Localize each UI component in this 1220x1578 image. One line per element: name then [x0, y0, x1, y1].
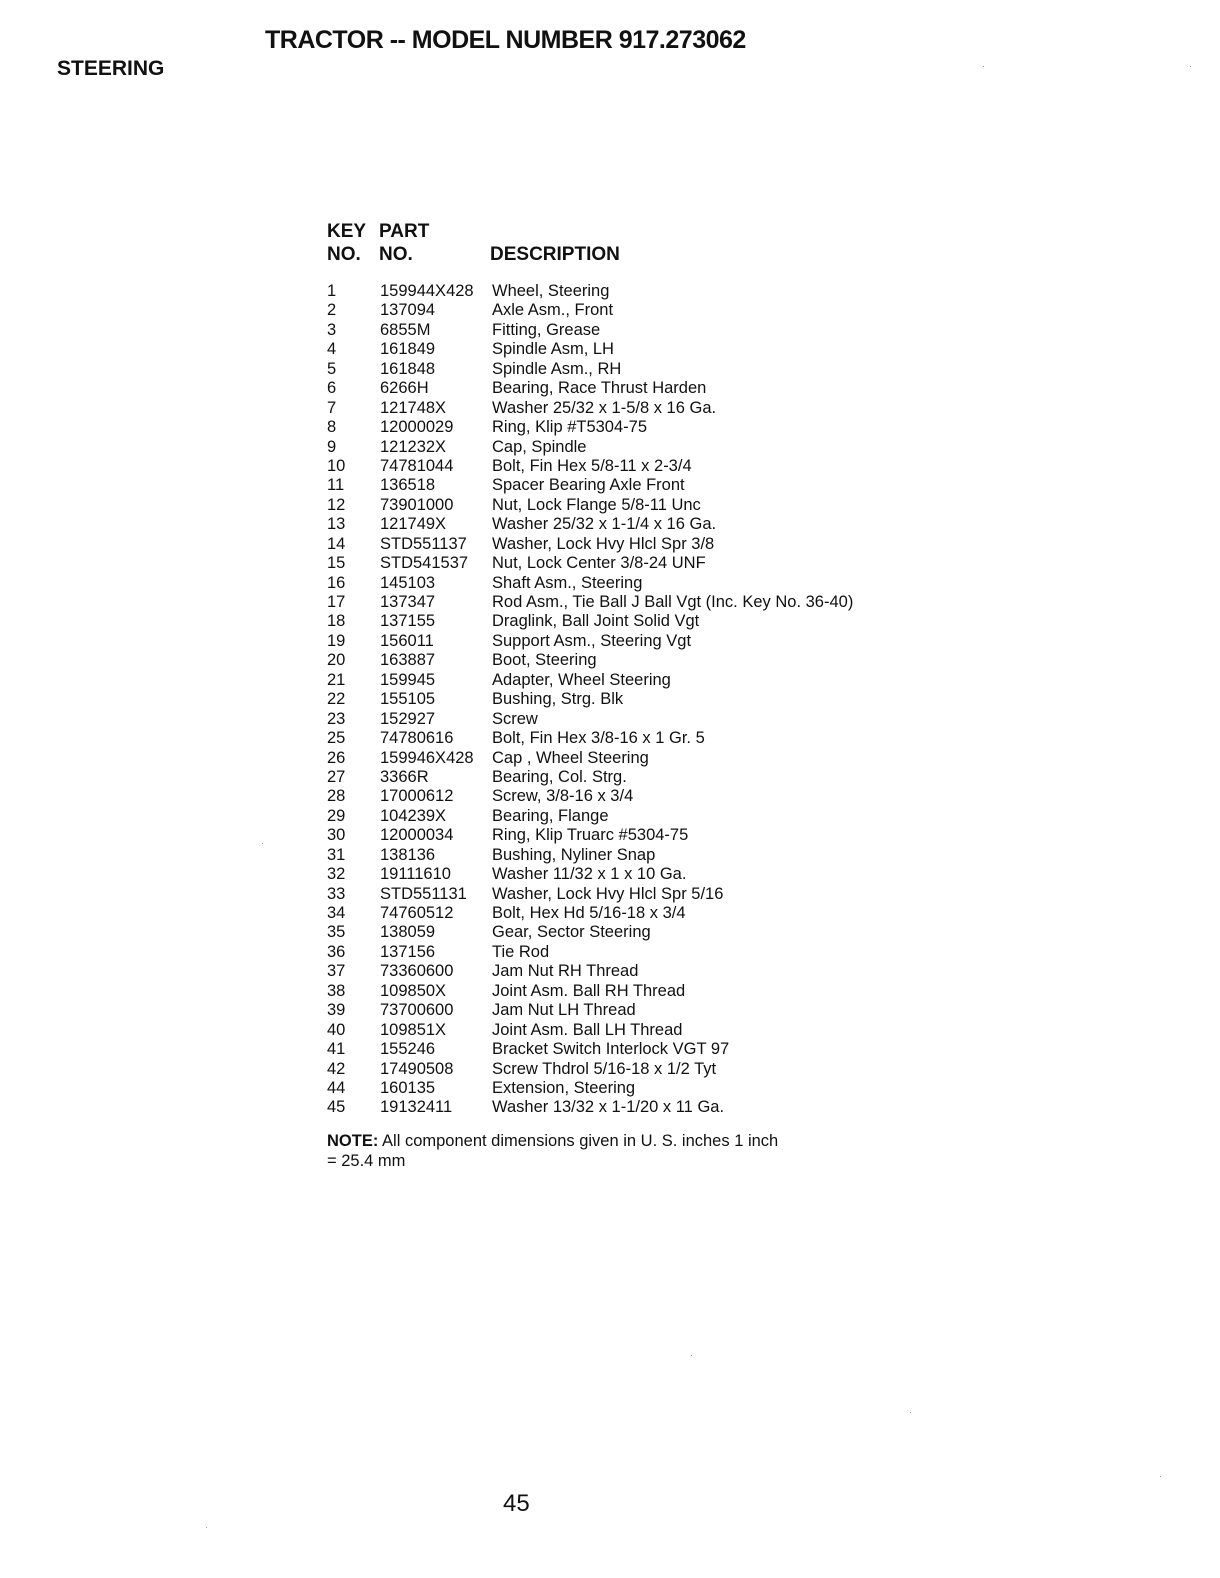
- key-no-cell: 15: [327, 554, 346, 573]
- key-no-cell: 33: [327, 884, 346, 903]
- description-cell: Joint Asm. Ball LH Thread: [492, 1020, 683, 1039]
- description-cell: Spindle Asm., RH: [492, 359, 622, 378]
- description-cell: Shaft Asm., Steering: [492, 573, 643, 592]
- key-no-cell: 10: [327, 456, 346, 475]
- key-no-cell: 40: [327, 1020, 346, 1039]
- key-no-cell: 7: [327, 398, 337, 417]
- key-no-cell: 5: [327, 359, 337, 378]
- key-no-cell: 18: [327, 612, 346, 631]
- part-no-cell: 109850X: [380, 981, 447, 1000]
- key-no-cell: 8: [327, 418, 337, 437]
- part-no-cell: 73901000: [380, 495, 454, 514]
- description-cell: Ring, Klip Truarc #5304-75: [492, 826, 689, 845]
- key-no-cell: 37: [327, 962, 346, 981]
- part-no-cell: 137156: [380, 942, 436, 961]
- description-cell: Rod Asm., Tie Ball J Ball Vgt (Inc. Key No. 36-40): [492, 593, 854, 611]
- part-no-cell: 161848: [380, 359, 436, 378]
- part-no-cell: 138059: [380, 923, 436, 942]
- description-cell: Fitting, Grease: [492, 320, 601, 339]
- part-no-cell: 155246: [380, 1040, 436, 1059]
- key-no-cell: 39: [327, 1001, 346, 1020]
- key-no-cell: 13: [327, 515, 346, 534]
- part-no-cell: 138136: [380, 845, 436, 864]
- description-cell: Cap, Spindle: [492, 437, 587, 456]
- part-no-cell: 74780616: [380, 729, 454, 748]
- key-no-cell: 20: [327, 651, 346, 670]
- key-no-cell: 9: [327, 437, 337, 456]
- description-cell: Bolt, Fin Hex 5/8-11 x 2-3/4: [492, 456, 692, 475]
- part-no-cell: STD541537: [380, 554, 469, 573]
- key-no-cell: 27: [327, 767, 346, 786]
- part-no-cell: 6266H: [380, 379, 429, 398]
- section-title: STEERING: [57, 57, 165, 80]
- scan-speck: [983, 66, 984, 67]
- part-no-cell: 74781044: [380, 456, 454, 475]
- key-no-header-line2: NO.: [327, 244, 361, 265]
- key-no-cell: 34: [327, 904, 346, 922]
- part-no-cell: 137094: [380, 301, 436, 320]
- description-header: DESCRIPTION: [490, 244, 620, 265]
- description-cell: Washer 25/32 x 1-5/8 x 16 Ga.: [492, 398, 717, 417]
- description-cell: Screw, 3/8-16 x 3/4: [492, 787, 634, 806]
- description-cell: Bearing, Col. Strg.: [492, 767, 627, 786]
- description-cell: Extension, Steering: [492, 1078, 636, 1097]
- description-cell: Bearing, Race Thrust Harden: [492, 379, 707, 398]
- part-no-cell: 137155: [380, 612, 436, 631]
- description-cell: Bushing, Strg. Blk: [492, 690, 624, 709]
- note: [327, 1131, 787, 1171]
- key-no-cell: 3: [327, 320, 337, 339]
- key-no-cell: 31: [327, 845, 346, 864]
- scan-speck: [206, 1527, 207, 1528]
- description-cell: Bracket Switch Interlock VGT 97: [492, 1040, 730, 1059]
- description-cell: Spindle Asm, LH: [492, 340, 614, 359]
- note-text: All component dimensions given in U. S. inches 1 inch = 25.4 mm: [327, 1132, 779, 1170]
- description-cell: Jam Nut RH Thread: [492, 962, 639, 981]
- part-no-cell: 159946X428: [380, 748, 474, 767]
- key-no-cell: 44: [327, 1078, 346, 1097]
- key-no-cell: 21: [327, 670, 346, 689]
- key-no-cell: 16: [327, 573, 346, 592]
- description-cell: Washer 13/32 x 1-1/20 x 11 Ga.: [492, 1098, 725, 1117]
- page-number: 45: [503, 1490, 530, 1517]
- scan-speck: [1160, 1476, 1161, 1477]
- key-no-cell: 22: [327, 690, 346, 709]
- part-no-cell: 159944X428: [380, 282, 474, 300]
- part-no-cell: STD551131: [380, 884, 467, 903]
- description-cell: Washer, Lock Hvy Hlcl Spr 5/16: [492, 884, 724, 903]
- key-no-cell: 41: [327, 1040, 346, 1059]
- description-cell: Support Asm., Steering Vgt: [492, 631, 692, 650]
- part-no-cell: 19132411: [380, 1098, 453, 1117]
- key-no-cell: 19: [327, 631, 346, 650]
- part-no-cell: 73360600: [380, 962, 454, 981]
- part-no-cell: 155105: [380, 690, 436, 709]
- key-no-cell: 45: [327, 1098, 346, 1117]
- scan-speck: [691, 1355, 692, 1356]
- part-no-cell: 19111610: [380, 865, 451, 884]
- description-cell: Joint Asm. Ball RH Thread: [492, 981, 686, 1000]
- part-no-cell: 17490508: [380, 1059, 454, 1078]
- description-cell: Tie Rod: [492, 942, 550, 961]
- description-cell: Adapter, Wheel Steering: [492, 670, 671, 689]
- key-no-cell: 17: [327, 593, 346, 611]
- part-no-cell: 17000612: [380, 787, 454, 806]
- description-cell: Bushing, Nyliner Snap: [492, 845, 656, 864]
- part-no-cell: 104239X: [380, 806, 447, 825]
- key-no-cell: 4: [327, 340, 337, 359]
- part-no-cell: 121232X: [380, 437, 447, 456]
- description-cell: Draglink, Ball Joint Solid Vgt: [492, 612, 700, 631]
- description-cell: Washer 25/32 x 1-1/4 x 16 Ga.: [492, 515, 717, 534]
- part-no-cell: 6855M: [380, 320, 431, 339]
- part-no-cell: 74760512: [380, 904, 454, 922]
- key-no-cell: 36: [327, 942, 346, 961]
- description-cell: Axle Asm., Front: [492, 301, 614, 320]
- description-cell: Spacer Bearing Axle Front: [492, 476, 685, 495]
- part-no-header-line2: NO.: [379, 244, 413, 265]
- part-no-cell: 137347: [380, 593, 436, 611]
- description-cell: Screw Thdrol 5/16-18 x 1/2 Tyt: [492, 1059, 717, 1078]
- part-no-cell: 121749X: [380, 515, 447, 534]
- key-no-header-line1: KEY: [327, 221, 367, 242]
- key-no-cell: 6: [327, 379, 337, 398]
- description-cell: Screw: [492, 709, 538, 728]
- key-no-cell: 11: [327, 476, 345, 495]
- key-no-cell: 25: [327, 729, 346, 748]
- key-no-cell: 42: [327, 1059, 346, 1078]
- key-no-cell: 12: [327, 495, 346, 514]
- part-no-cell: 163887: [380, 651, 436, 670]
- part-no-cell: STD551137: [380, 534, 467, 553]
- key-no-cell: 35: [327, 923, 346, 942]
- part-no-cell: 3366R: [380, 767, 429, 786]
- description-cell: Jam Nut LH Thread: [492, 1001, 636, 1020]
- key-no-cell: 26: [327, 748, 346, 767]
- description-cell: Gear, Sector Steering: [492, 923, 651, 942]
- part-no-cell: 152927: [380, 709, 436, 728]
- part-no-cell: 145103: [380, 573, 436, 592]
- part-no-cell: 109851X: [380, 1020, 447, 1039]
- part-no-cell: 73700600: [380, 1001, 454, 1020]
- part-no-header-line1: PART: [379, 221, 430, 242]
- description-cell: Bolt, Hex Hd 5/16-18 x 3/4: [492, 904, 686, 922]
- part-no-cell: 121748X: [380, 398, 447, 417]
- description-cell: Boot, Steering: [492, 651, 597, 670]
- scan-speck: [262, 843, 263, 844]
- part-no-cell: 160135: [380, 1078, 436, 1097]
- part-no-cell: 12000029: [380, 418, 454, 437]
- note-label: NOTE:: [327, 1132, 379, 1150]
- scan-speck: [1190, 66, 1191, 67]
- key-no-cell: 29: [327, 806, 346, 825]
- description-cell: Washer 11/32 x 1 x 10 Ga.: [492, 865, 687, 884]
- part-no-cell: 12000034: [380, 826, 454, 845]
- part-no-cell: 156011: [380, 631, 434, 650]
- key-no-cell: 28: [327, 787, 346, 806]
- key-no-cell: 1: [327, 282, 337, 300]
- part-no-cell: 161849: [380, 340, 436, 359]
- key-no-cell: 32: [327, 865, 346, 884]
- description-cell: Washer, Lock Hvy Hlcl Spr 3/8: [492, 534, 715, 553]
- description-cell: Wheel, Steering: [492, 282, 610, 300]
- part-no-cell: 136518: [380, 476, 436, 495]
- page-title: TRACTOR -- MODEL NUMBER 917.273062: [265, 26, 746, 54]
- key-no-cell: 30: [327, 826, 346, 845]
- key-no-cell: 23: [327, 709, 346, 728]
- description-cell: Nut, Lock Center 3/8-24 UNF: [492, 554, 706, 573]
- description-cell: Nut, Lock Flange 5/8-11 Unc: [492, 495, 701, 514]
- description-cell: Ring, Klip #T5304-75: [492, 418, 648, 437]
- key-no-cell: 38: [327, 981, 346, 1000]
- description-cell: Bolt, Fin Hex 3/8-16 x 1 Gr. 5: [492, 729, 705, 748]
- description-cell: Bearing, Flange: [492, 806, 609, 825]
- key-no-cell: 14: [327, 534, 346, 553]
- key-no-cell: 2: [327, 301, 337, 320]
- part-no-cell: 159945: [380, 670, 436, 689]
- scan-speck: [910, 1412, 911, 1413]
- description-cell: Cap , Wheel Steering: [492, 748, 649, 767]
